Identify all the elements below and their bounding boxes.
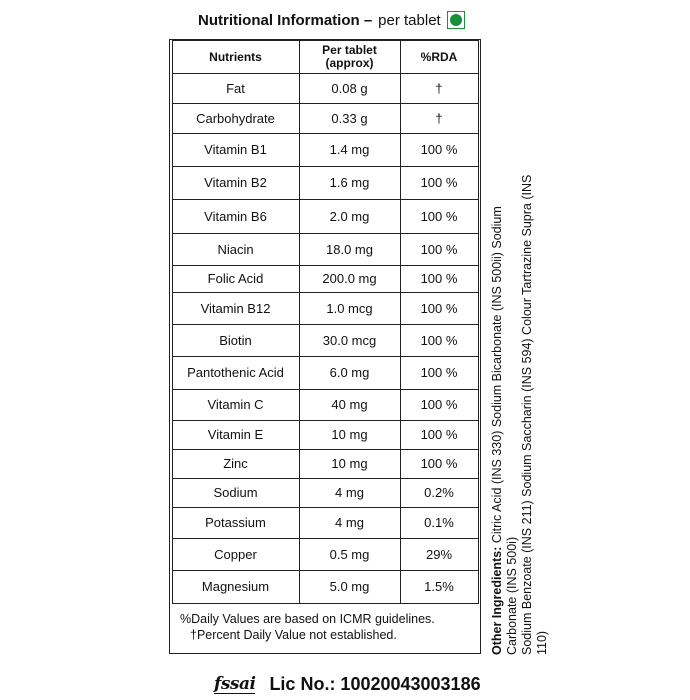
nutrient-rda: 100 % bbox=[400, 234, 478, 266]
license-number: Lic No.: 10020043003186 bbox=[269, 673, 481, 694]
table-header-row bbox=[172, 41, 478, 74]
column-header-per-tablet: Per tablet (approx) bbox=[299, 41, 400, 74]
table-row bbox=[172, 571, 478, 604]
table-row bbox=[172, 266, 478, 293]
nutrient-amount: 2.0 mg bbox=[299, 200, 400, 234]
header-title: Nutritional Information – bbox=[198, 11, 373, 29]
column-header-rda: %RDA bbox=[400, 41, 478, 74]
nutrient-amount: 30.0 mcg bbox=[299, 325, 400, 357]
footnotes bbox=[180, 611, 435, 643]
ingredients-line-1: Citric Acid (INS 330) Sodium Bicarbonate (INS 500ii) Sodium Carbonate (INS 500i) bbox=[490, 206, 519, 655]
nutrient-amount: 0.08 g bbox=[299, 74, 400, 104]
nutrient-amount: 18.0 mg bbox=[299, 234, 400, 266]
nutrient-name: Vitamin B2 bbox=[172, 167, 299, 200]
nutrient-amount: 40 mg bbox=[299, 390, 400, 421]
nutrient-rda: 100 % bbox=[400, 390, 478, 421]
footnote-dagger: †Percent Daily Value not established. bbox=[190, 628, 397, 642]
table-row bbox=[172, 134, 478, 167]
table-row bbox=[172, 234, 478, 266]
nutrient-amount: 10 mg bbox=[299, 450, 400, 479]
nutrition-table bbox=[172, 40, 479, 604]
table-row bbox=[172, 74, 478, 104]
nutrient-name: Carbohydrate bbox=[172, 104, 299, 134]
nutrition-panel bbox=[169, 39, 481, 654]
other-ingredients bbox=[490, 155, 550, 655]
nutrient-amount: 1.0 mcg bbox=[299, 293, 400, 325]
ingredients-label: Other Ingredients: bbox=[490, 546, 504, 655]
nutrient-name: Vitamin B1 bbox=[172, 134, 299, 167]
nutrient-name: Folic Acid bbox=[172, 266, 299, 293]
table-row bbox=[172, 390, 478, 421]
nutrient-rda: 100 % bbox=[400, 134, 478, 167]
nutrient-rda: 100 % bbox=[400, 325, 478, 357]
nutrient-name: Fat bbox=[172, 74, 299, 104]
nutrient-rda: † bbox=[400, 104, 478, 134]
nutrient-name: Vitamin B6 bbox=[172, 200, 299, 234]
table-row bbox=[172, 167, 478, 200]
table-row bbox=[172, 539, 478, 571]
nutrient-rda: 100 % bbox=[400, 266, 478, 293]
table-row bbox=[172, 479, 478, 508]
nutrient-name: Vitamin E bbox=[172, 421, 299, 450]
nutrient-rda: 100 % bbox=[400, 200, 478, 234]
nutrient-name: Biotin bbox=[172, 325, 299, 357]
fssai-logo: fssai bbox=[214, 673, 256, 694]
table-row bbox=[172, 293, 478, 325]
nutrition-header bbox=[198, 8, 465, 32]
nutrient-amount: 10 mg bbox=[299, 421, 400, 450]
nutrient-rda: 29% bbox=[400, 539, 478, 571]
nutrient-name: Zinc bbox=[172, 450, 299, 479]
ingredients-line-2: Sodium Benzoate (INS 211) Sodium Saccharin (INS 594) Colour Tartrazine Supra (INS 110) bbox=[520, 174, 549, 655]
nutrient-name: Copper bbox=[172, 539, 299, 571]
nutrient-amount: 4 mg bbox=[299, 508, 400, 539]
table-body bbox=[172, 74, 478, 604]
nutrient-rda: 100 % bbox=[400, 421, 478, 450]
table-row bbox=[172, 357, 478, 390]
footnote-rda: %Daily Values are based on ICMR guidelines. bbox=[180, 612, 435, 626]
nutrient-rda: 1.5% bbox=[400, 571, 478, 604]
nutrient-amount: 1.6 mg bbox=[299, 167, 400, 200]
nutrient-rda: 100 % bbox=[400, 293, 478, 325]
nutrient-amount: 5.0 mg bbox=[299, 571, 400, 604]
column-header-nutrients: Nutrients bbox=[172, 41, 299, 74]
nutrient-amount: 200.0 mg bbox=[299, 266, 400, 293]
nutrient-name: Niacin bbox=[172, 234, 299, 266]
table-row bbox=[172, 104, 478, 134]
table-row bbox=[172, 200, 478, 234]
header-subtitle: per tablet bbox=[378, 11, 441, 29]
nutrient-rda: † bbox=[400, 74, 478, 104]
nutrient-name: Pantothenic Acid bbox=[172, 357, 299, 390]
nutrient-name: Vitamin C bbox=[172, 390, 299, 421]
nutrient-name: Sodium bbox=[172, 479, 299, 508]
nutrient-rda: 100 % bbox=[400, 357, 478, 390]
nutrient-name: Potassium bbox=[172, 508, 299, 539]
nutrient-rda: 100 % bbox=[400, 167, 478, 200]
license-info bbox=[214, 670, 481, 698]
veg-mark-icon bbox=[447, 11, 465, 29]
nutrient-rda: 0.2% bbox=[400, 479, 478, 508]
nutrient-amount: 1.4 mg bbox=[299, 134, 400, 167]
table-row bbox=[172, 325, 478, 357]
nutrient-name: Magnesium bbox=[172, 571, 299, 604]
table-row bbox=[172, 508, 478, 539]
nutrient-amount: 4 mg bbox=[299, 479, 400, 508]
nutrient-name: Vitamin B12 bbox=[172, 293, 299, 325]
table-row bbox=[172, 421, 478, 450]
table-row bbox=[172, 450, 478, 479]
nutrient-amount: 0.33 g bbox=[299, 104, 400, 134]
nutrient-amount: 0.5 mg bbox=[299, 539, 400, 571]
nutrient-amount: 6.0 mg bbox=[299, 357, 400, 390]
nutrient-rda: 0.1% bbox=[400, 508, 478, 539]
nutrient-rda: 100 % bbox=[400, 450, 478, 479]
